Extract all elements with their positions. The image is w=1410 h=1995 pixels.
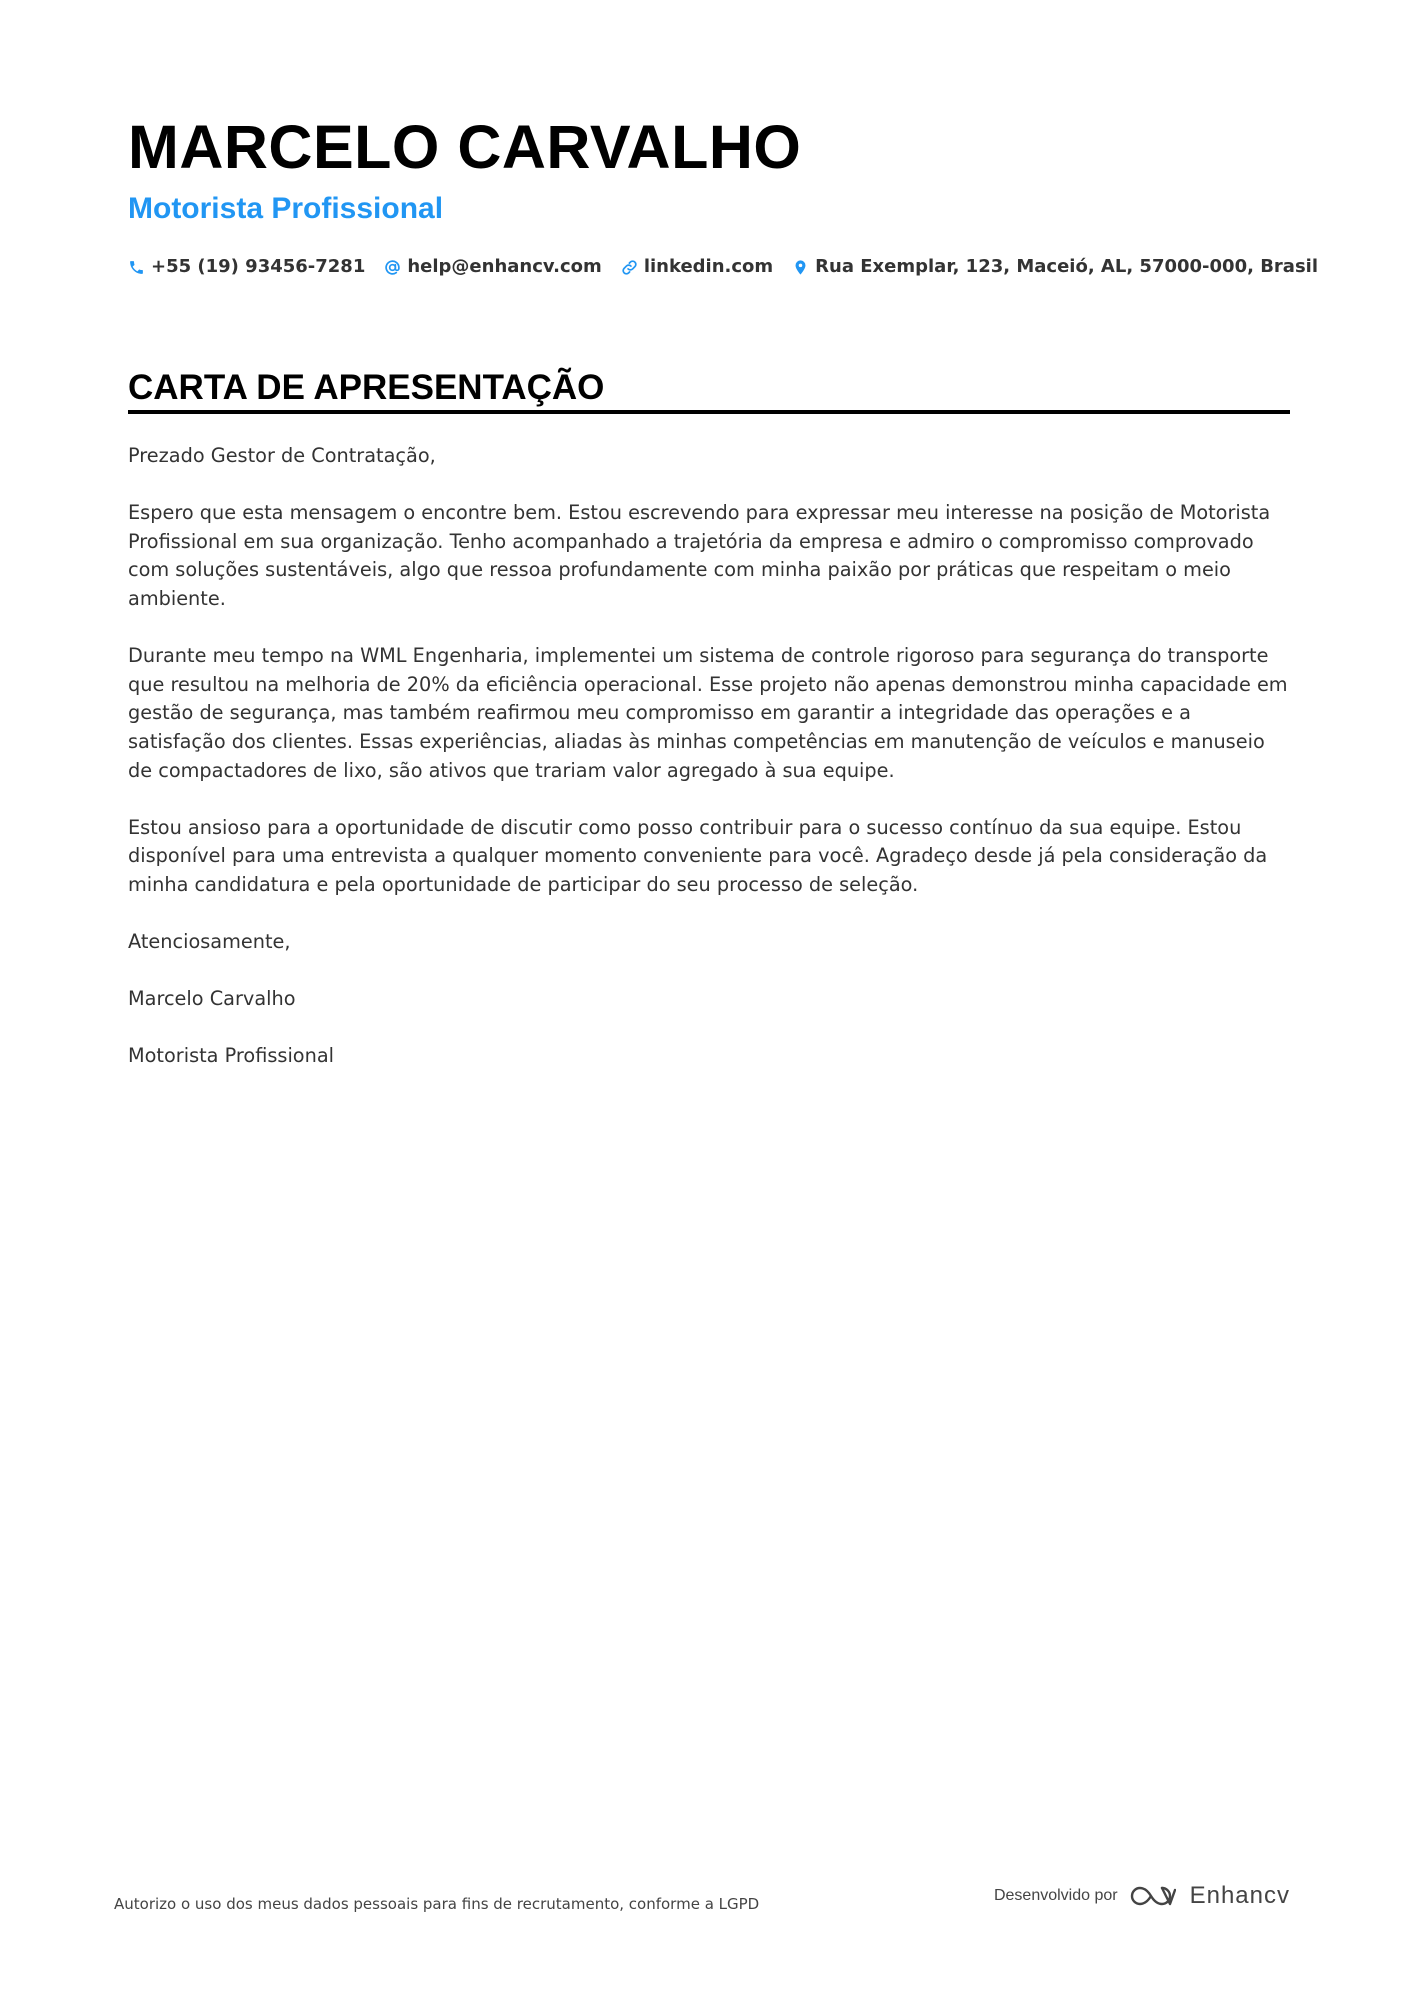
- contact-phone: [128, 253, 365, 281]
- powered-by-label: Desenvolvido por: [993, 1887, 1118, 1904]
- contact-linkedin-text: linkedin.com: [643, 256, 774, 277]
- contact-linkedin[interactable]: [621, 253, 773, 281]
- consent-note: Autorizo o uso dos meus dados pessoais para fins de recrutamento, conforme a LGPD: [114, 1895, 760, 1913]
- map-pin-icon: [792, 259, 809, 276]
- signature-role: Motorista Profissional: [128, 1044, 334, 1068]
- section-title: CARTA DE APRESENTAÇÃO: [128, 368, 605, 407]
- letter-salutation: Prezado Gestor de Contratação,: [128, 444, 436, 467]
- contact-email-text: help@enhancv.com: [407, 256, 602, 277]
- contact-bar: [128, 253, 1337, 281]
- enhancv-brand: Enhancv: [1189, 1882, 1290, 1909]
- letter-paragraph: Estou ansioso para a oportunidade de discutir como posso contribuir para o sucesso contínuo da sua equipe. Estou disponível para uma entrevista a qualquer momento conveniente para você. Agradeço desde já pela consideração da minha candidatura e pela oportunidade de participar do seu processo de seleção.: [128, 815, 1268, 896]
- at-sign-icon: [384, 259, 401, 276]
- contact-address: [792, 253, 1318, 281]
- letter-body: [128, 442, 1290, 1100]
- letter-paragraph: Durante meu tempo na WML Engenharia, implementei um sistema de controle rigoroso para segurança do transporte que resultou na melhoria de 20% da eficiência operacional. Esse projeto não apenas demonstrou minha capacidade em gestão de segurança, mas também reafirmou meu compromisso em garantir a integridade das operações e a satisfação dos clientes. Essas experiências, aliadas às minhas competências em manutenção de veículos e manuseio de compactadores de lixo, são ativos que trariam valor agregado à sua equipe.: [128, 644, 1288, 782]
- letter-paragraph: Espero que esta mensagem o encontre bem. Estou escrevendo para expressar meu interesse na posição de Motorista Profissional em sua organização. Tenho acompanhado a trajetória da empresa e admiro o compromisso comprovado com soluções sustentáveis, algo que ressoa profundamente com minha paixão por práticas que respeitam o meio ambiente.: [128, 501, 1271, 610]
- candidate-role: Motorista Profissional: [128, 192, 444, 225]
- phone-icon: [128, 259, 145, 276]
- signature-name: Marcelo Carvalho: [128, 987, 296, 1011]
- contact-email[interactable]: [384, 253, 601, 281]
- letter-closing: Atenciosamente,: [128, 930, 291, 954]
- contact-phone-text: +55 (19) 93456-7281: [151, 256, 366, 277]
- powered-by[interactable]: [994, 1882, 1290, 1910]
- link-icon: [621, 259, 638, 276]
- section-divider: [128, 410, 1290, 414]
- candidate-name: MARCELO CARVALHO: [128, 113, 802, 181]
- contact-address-text: Rua Exemplar, 123, Maceió, AL, 57000-000, Brasil: [815, 256, 1318, 277]
- enhancv-logo-icon: [1130, 1883, 1176, 1909]
